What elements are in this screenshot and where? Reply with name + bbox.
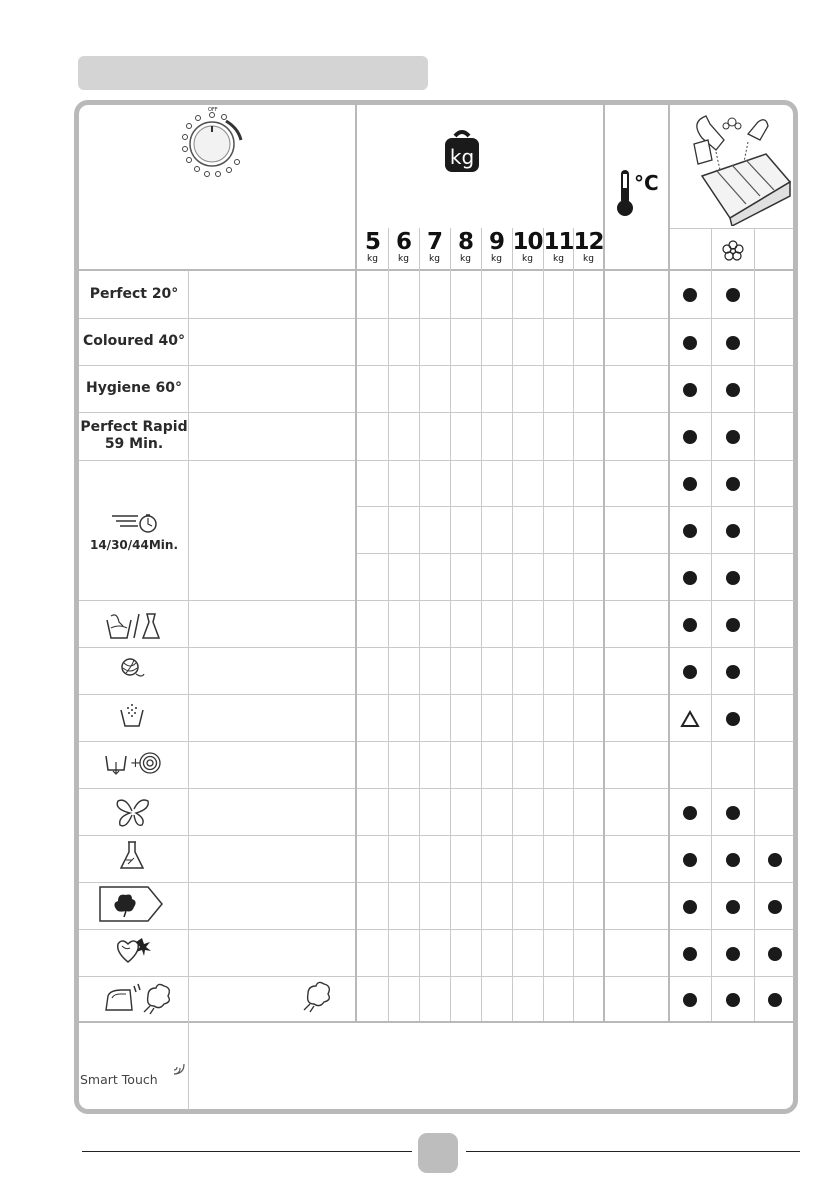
mark-dot (683, 806, 697, 820)
mark-triangle (680, 710, 700, 728)
steam-cloud-icon (296, 980, 336, 1014)
mark-dot (726, 853, 740, 867)
cotton-arrow-icon (98, 885, 164, 923)
row-divider (357, 553, 794, 554)
capacity-subcol (512, 228, 513, 1021)
capacity-subcol (481, 228, 482, 1021)
weight-icon-label: kg (449, 145, 475, 169)
row-divider (79, 365, 794, 366)
smart-touch-divider (79, 1021, 794, 1023)
row-divider (79, 741, 794, 742)
iron-steam-icon (102, 980, 174, 1016)
detergent-subcol-2 (754, 228, 755, 1021)
thermometer-icon (615, 168, 635, 218)
header-divider (79, 269, 794, 271)
mark-dot (726, 288, 740, 302)
capacity-12-kg-unit: kg (583, 254, 594, 264)
mark-dot (726, 900, 740, 914)
mark-dot (683, 665, 697, 679)
weight-kg-icon (442, 128, 482, 174)
row-divider (79, 929, 794, 930)
mark-dot (726, 993, 740, 1007)
capacity-subcol (388, 228, 389, 1021)
mark-dot (683, 947, 697, 961)
mark-dot (726, 383, 740, 397)
smart-touch-text: Smart Touch (80, 1072, 158, 1087)
rinse-icon (118, 702, 146, 728)
page-number-badge (418, 1133, 458, 1173)
capacity-6-kg-number: 6 (395, 229, 411, 255)
capacity-subcol (573, 228, 574, 1021)
mark-dot (768, 853, 782, 867)
mark-dot (683, 430, 697, 444)
capacity-5-kg-number: 5 (364, 229, 380, 255)
flask-icon (118, 840, 146, 872)
mark-dot (726, 947, 740, 961)
temperature-column-divider (668, 105, 670, 1021)
mark-dot (683, 336, 697, 350)
capacity-7-kg-number: 7 (426, 229, 442, 255)
mark-dot (683, 524, 697, 538)
mark-dot (726, 665, 740, 679)
capacity-subcol (543, 228, 544, 1021)
program-label-3: Perfect Rapid 59 Min. (80, 419, 188, 452)
mark-dot (683, 288, 697, 302)
mark-dot (683, 571, 697, 585)
mark-dot (726, 524, 740, 538)
footer-rule-right (466, 1151, 800, 1152)
dial-off-label: OFF (208, 107, 218, 113)
mark-dot (726, 571, 740, 585)
capacity-5-kg-unit: kg (367, 254, 378, 264)
detergent-drawer-icon (686, 110, 796, 226)
wool-yarn-icon (118, 654, 146, 682)
mark-dot (768, 993, 782, 1007)
rapid-timer-icon (110, 512, 162, 534)
row-divider (79, 318, 794, 319)
row-divider (79, 976, 794, 977)
detergent-subcol-1 (711, 228, 712, 1021)
stain-heart-icon (114, 934, 154, 966)
program-label-0: Perfect 20° (89, 285, 179, 302)
mark-dot (768, 900, 782, 914)
row-divider (79, 694, 794, 695)
capacity-subcol (419, 228, 420, 1021)
mark-dot (683, 993, 697, 1007)
drain-spin-icon (104, 750, 164, 776)
mark-dot (726, 712, 740, 726)
butterfly-icon (112, 795, 152, 831)
mark-dot (683, 383, 697, 397)
row-divider (79, 600, 794, 601)
mark-dot (726, 336, 740, 350)
temperature-unit: °C (634, 171, 659, 195)
capacity-10-kg-unit: kg (522, 254, 533, 264)
mark-dot (683, 618, 697, 632)
row-divider (79, 882, 794, 883)
row-divider (79, 835, 794, 836)
capacity-10-kg-number: 10 (512, 229, 543, 255)
row-divider (79, 788, 794, 789)
mark-dot (726, 806, 740, 820)
mark-dot (683, 853, 697, 867)
capacity-8-kg-number: 8 (457, 229, 473, 255)
section-title-bar (78, 56, 428, 90)
svg-text:+: + (130, 756, 141, 771)
capacity-8-kg-unit: kg (460, 254, 471, 264)
nfc-signal-icon (172, 1060, 188, 1076)
capacity-11-kg-number: 11 (543, 229, 574, 255)
program-dial-icon (176, 104, 256, 184)
program-label-2: Hygiene 60° (86, 380, 182, 396)
mark-dot (726, 618, 740, 632)
softener-flower-icon (722, 240, 744, 262)
capacity-12-kg-number: 12 (573, 229, 604, 255)
capacity-subcol (450, 228, 451, 1021)
smart-touch-label (80, 1072, 158, 1087)
capacity-6-kg-unit: kg (398, 254, 409, 264)
detergent-header-divider (670, 228, 794, 229)
capacity-11-kg-unit: kg (553, 254, 564, 264)
row-divider (79, 412, 794, 413)
footer-rule-left (82, 1151, 412, 1152)
row-divider (357, 506, 794, 507)
capacity-9-kg-number: 9 (488, 229, 504, 255)
row-divider (79, 647, 794, 648)
mark-dot (683, 477, 697, 491)
row-divider (79, 460, 794, 461)
mark-dot (726, 430, 740, 444)
program-label-1: Coloured 40° (82, 333, 186, 349)
handwash-delicates-icon (103, 610, 163, 642)
program-label-4: 14/30/44Min. (89, 537, 179, 552)
capacity-9-kg-unit: kg (491, 254, 502, 264)
mark-dot (768, 947, 782, 961)
mark-dot (726, 477, 740, 491)
mark-dot (683, 900, 697, 914)
capacity-7-kg-unit: kg (429, 254, 440, 264)
